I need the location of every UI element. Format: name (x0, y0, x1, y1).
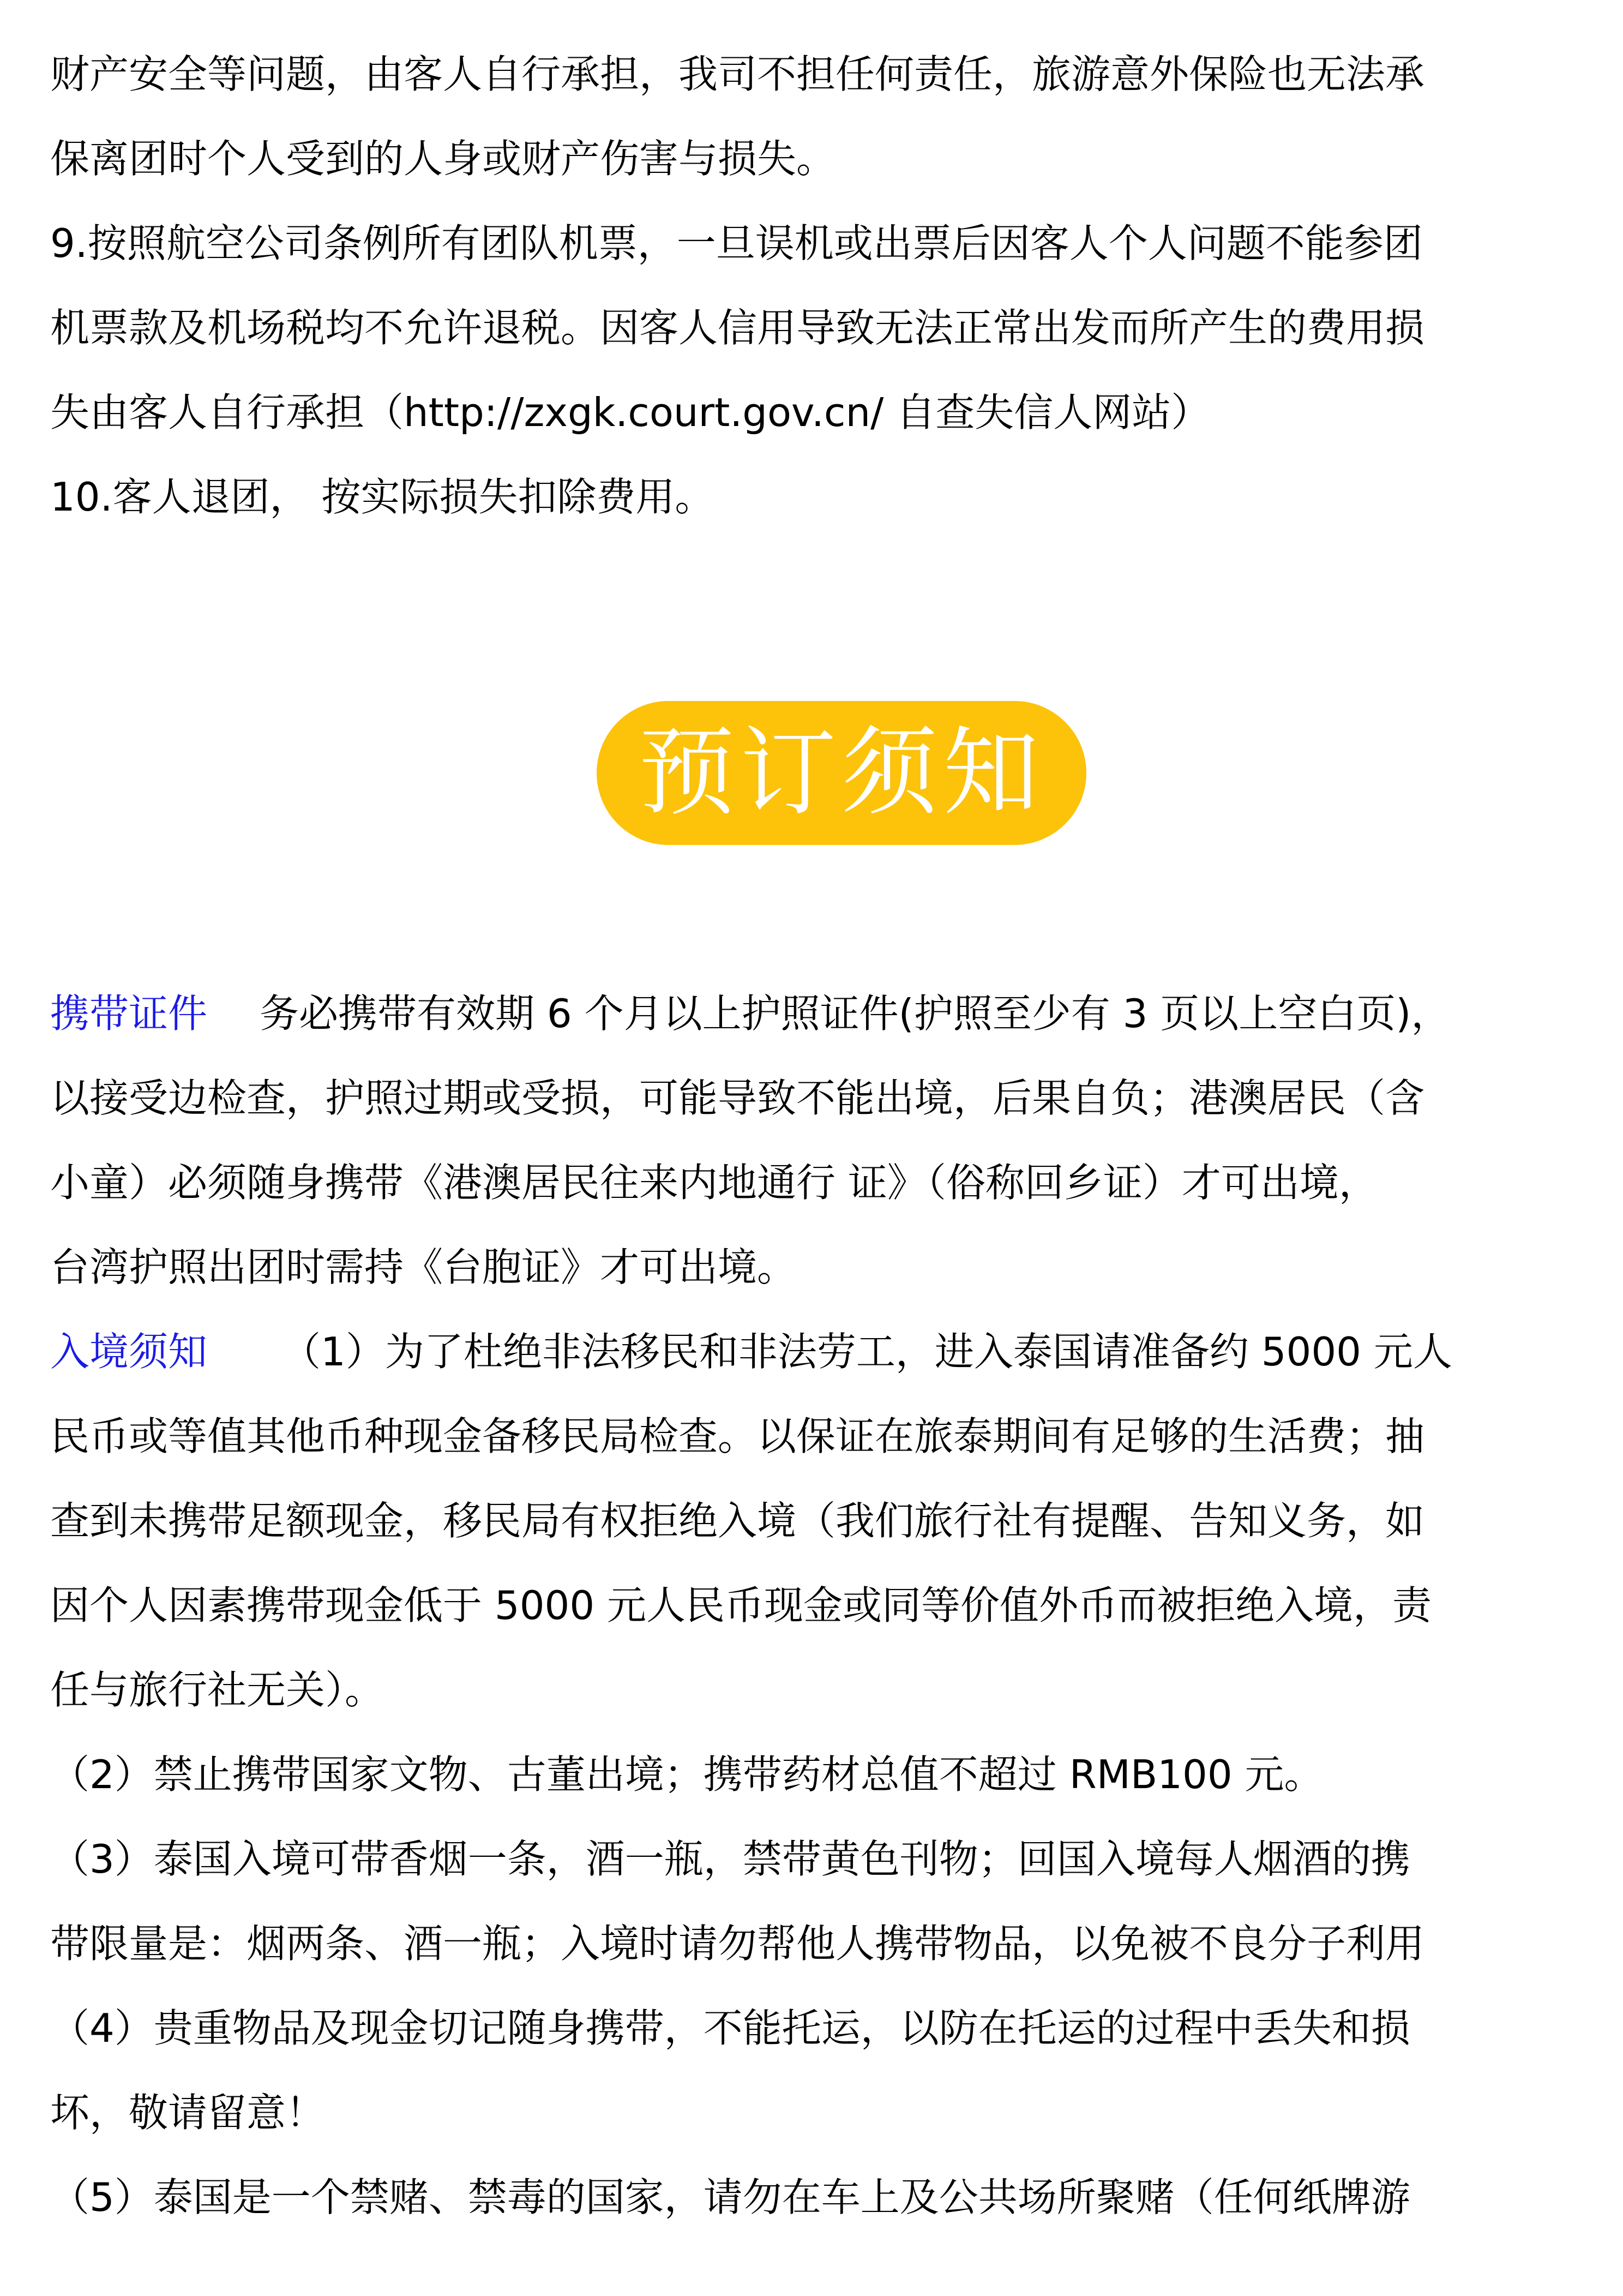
section-banner (597, 701, 1086, 845)
documents-first-line (50, 986, 1577, 1041)
entry-line: 坏，敬请留意！ (50, 2090, 326, 2136)
documents-line: 台湾护照出团时需持《台胞证》才可出境。 (50, 1244, 797, 1290)
documents-line: 小童）必须随身携带《港澳居民往来内地通行 证》（俗称回乡证）才可出境， (50, 1160, 1378, 1206)
intro-line: 9.按照航空公司条例所有团队机票，一旦误机或出票后因客人个人问题不能参团 (50, 220, 1423, 266)
entry-line: （5）泰国是一个禁赌、禁毒的国家，请勿在车上及公共场所聚赌（任何纸牌游 (50, 2174, 1410, 2220)
documents-line: 以接受边检查，护照过期或受损，可能导致不能出境，后果自负；港澳居民（含 (50, 1075, 1425, 1121)
banner-title: 预订须知 (638, 717, 1044, 829)
entry-first-line (50, 1324, 1577, 1379)
intro-line: 10.客人退团， 按实际损失扣除费用。 (50, 474, 714, 520)
entry-line: 查到未携带足额现金，移民局有权拒绝入境（我们旅行社有提醒、告知义务，如 (50, 1498, 1425, 1544)
entry-line: 因个人因素携带现金低于 5000 元人民币现金或同等价值外币而被拒绝入境，责 (50, 1582, 1432, 1628)
entry-first-text: （1）为了杜绝非法移民和非法劳工，进入泰国请准备约 5000 元人 (281, 1329, 1452, 1375)
entry-line: 任与旅行社无关）。 (50, 1667, 384, 1713)
entry-line: （4）贵重物品及现金切记随身携带，不能托运，以防在托运的过程中丢失和损 (50, 2005, 1410, 2051)
intro-line: 保离团时个人受到的人身或财产伤害与损失。 (50, 136, 836, 182)
intro-line: 财产安全等问题，由客人自行承担，我司不担任何责任，旅游意外保险也无法承 (50, 51, 1425, 97)
intro-line: 失由客人自行承担（http://zxgk.court.gov.cn/ 自查失信人网站） (50, 389, 1211, 435)
entry-line: 带限量是：烟两条、酒一瓶；入境时请勿帮他人携带物品，以免被不良分子利用 (50, 1921, 1425, 1967)
entry-line: 民币或等值其他币种现金备移民局检查。以保证在旅泰期间有足够的生活费；抽 (50, 1413, 1425, 1459)
entry-label: 入境须知 (50, 1329, 208, 1375)
entry-line: （3）泰国入境可带香烟一条，酒一瓶，禁带黄色刊物；回国入境每人烟酒的携 (50, 1836, 1410, 1882)
documents-label: 携带证件 (50, 991, 208, 1036)
intro-line: 机票款及机场税均不允许退税。因客人信用导致无法正常出发而所产生的费用损 (50, 305, 1425, 351)
documents-first-text: 务必携带有效期 6 个月以上护照证件(护照至少有 3 页以上空白页)， (260, 991, 1451, 1036)
entry-line: （2）禁止携带国家文物、古董出境；携带药材总值不超过 RMB100 元。 (50, 1752, 1324, 1797)
